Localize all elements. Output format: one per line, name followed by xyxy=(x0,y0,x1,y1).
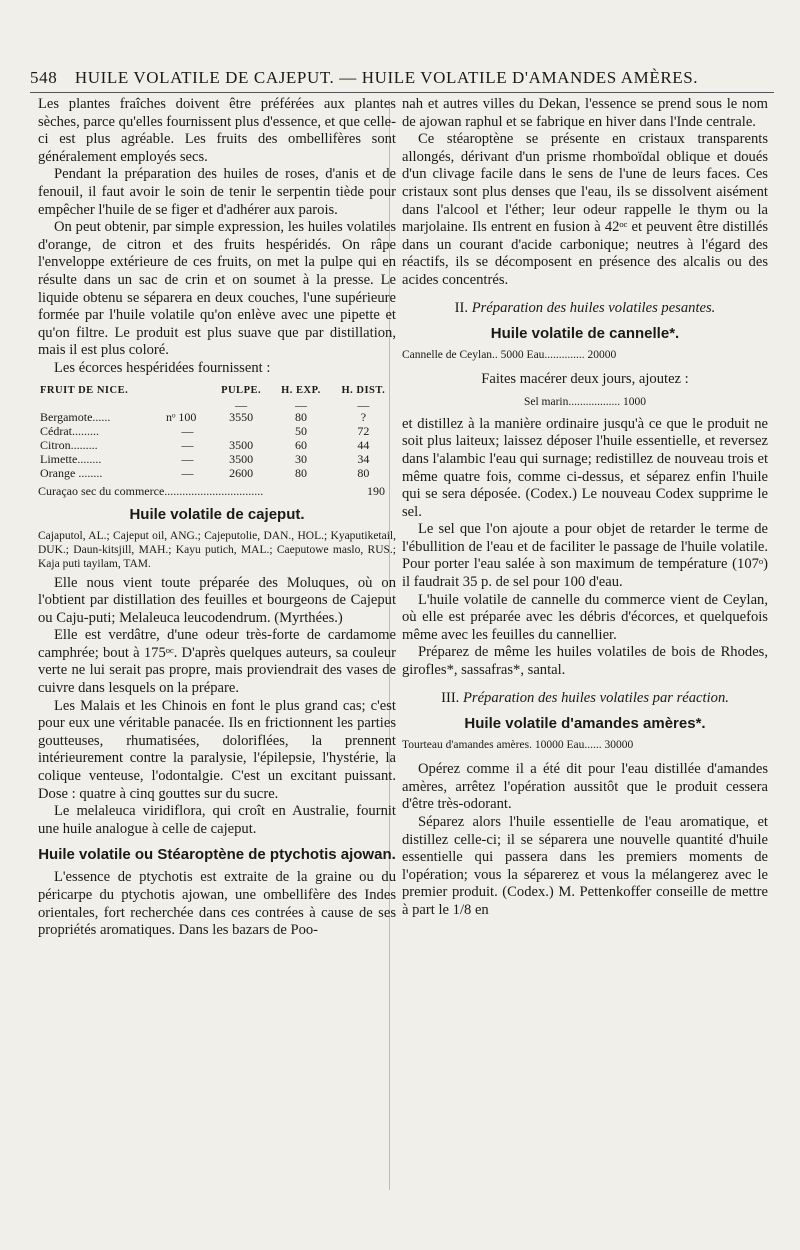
col-header-dist: H. DIST. xyxy=(341,384,386,396)
col-header-exp: H. EXP. xyxy=(281,384,321,396)
table-row: Bergamote...... nᵒ 100 3550 80 ? xyxy=(40,409,367,424)
paragraph: Opérez comme il a été dit pour l'eau distillée d'amandes amères, arrêtez l'opération aussitôt que le produit cessera d'être très-odorant. xyxy=(402,761,768,813)
recipe-cannelle: Cannelle de Ceylan.. 5000 Eau.............. 20000 xyxy=(402,349,617,362)
paragraph: Les écorces hespéridées fournissent : xyxy=(54,359,271,376)
table-row: Cédrat......... — 50 72 xyxy=(40,423,370,438)
page-number: 548 xyxy=(30,68,58,87)
right-column xyxy=(402,96,768,920)
table-header-row xyxy=(38,384,396,401)
paragraph: Elle est verdâtre, d'une odeur très-forte de cardamome camphrée; bout à 175ᵒᶜ. D'après quelques auteurs, sa couleur verte ne lui serait pas propre, mais proviendrait des vases de cuivre dans lesquels on la prépare. xyxy=(38,627,396,697)
running-title: HUILE VOLATILE DE CAJEPUT. — HUILE VOLATILE D'AMANDES AMÈRES. xyxy=(74,68,699,87)
heading-cajeput: Huile volatile de cajeput. xyxy=(129,505,305,523)
paragraph: Les plantes fraîches doivent être préférées aux plantes sèches, parce qu'elles fournissent plus d'essence, et que celle-ci est plus agréable. Les fruits des ombellifères sont généralement employés secs. xyxy=(38,96,396,165)
curacao-row: Curaçao sec du commerce................................. 190 xyxy=(38,483,385,498)
table-row: Citron......... — 3500 60 44 xyxy=(40,437,370,452)
paragraph: L'huile volatile de cannelle du commerce vient de Ceylan, où elle est préparée avec les débris d'écorces, et quelquefois même avec les feuilles du cannellier. xyxy=(402,591,768,643)
paragraph: Le melaleuca viridiflora, qui croît en Australie, fournit une huile analogue à celle de cajeput. xyxy=(38,803,396,837)
heading-ajowan: Huile volatile ou Stéaroptène de ptychotis ajowan. xyxy=(38,846,396,864)
paragraph: Les Malais et les Chinois en font le plus grand cas; c'est pour eux une véritable panacée. Ils en frictionnent les parties goutteuses, rhumatisées, doloriflées, la prennent intérieurement contre la paralysie, l'épilepsie, l'hystérie, la colique venteuse, l'odontalgie. C'est un excitant puissant. Dose : quatre à cinq gouttes sur du sucre. xyxy=(38,697,396,802)
synonyms-cajeput: Cajaputol, AL.; Cajeput oil, ANG.; Cajeputolie, DAN., HOL.; Kyaputiketail, DUK.; Daun-kitsjill, MAH.; Kayu putich, MAL.; Caeputowe maslo, RUS.; Kaja puti tayilam, TAM. xyxy=(38,529,396,570)
paragraph: Préparez de même les huiles volatiles de bois de Rhodes, girofles*, sassafras*, santal. xyxy=(402,644,768,679)
paragraph: Ce stéaroptène se présente en cristaux transparents allongés, dérivant d'un prisme rhomboïdal oblique et doués d'un clivage facile dans le sens de l'une de leurs faces. Ces cristaux sont plus denses que l'eau, ils se dissolvent aisément dans l'alcool et l'éther; leur odeur rappelle le thym ou la marjolaine. Ils entrent en fusion à 42ᵒᶜ et peuvent être distillés dans un courant d'acide carbonique; neutres à l'égard des réactifs, ils se décomposent en présence des alcalis ou des acides concentrés. xyxy=(402,131,768,288)
paragraph: L'essence de ptychotis est extraite de la graine ou du péricarpe du ptychotis ajowan, une ombellifère des Indes orientales, fort recherchée dans ces contrées à cause de ses propriétés aromatiques. Dans les bazars de Poo- xyxy=(38,869,396,939)
left-column xyxy=(38,96,396,940)
heading-cannelle: Huile volatile de cannelle*. xyxy=(490,325,680,343)
table-row: Limette........ — 3500 30 34 xyxy=(40,451,370,466)
col-header-pulpe: PULPE. xyxy=(221,384,262,396)
citrus-yield-table xyxy=(38,384,396,480)
paragraph: Pendant la préparation des huiles de roses, d'anis et de fenouil, il faut avoir le soin de tenir le serpentin tiède pour empêcher l'huile de se figer et d'adhérer aux parois. xyxy=(38,166,396,218)
section-heading-3: III. Préparation des huiles volatiles par réaction. xyxy=(441,689,729,706)
col-header-fruit: FRUIT DE NICE. xyxy=(40,384,129,396)
table-row: Orange ........ — 2600 80 80 xyxy=(40,465,370,480)
section-heading-2: II. Préparation des huiles volatiles pesantes. xyxy=(454,299,716,316)
recipe-amandes: Tourteau d'amandes amères. 10000 Eau...... 30000 xyxy=(402,739,634,752)
paragraph: On peut obtenir, par simple expression, les huiles volatiles d'orange, de citron et des fruits hespéridés. On râpe l'enveloppe extérieure de ces fruits, on met la pulpe qui en résulte dans un sac de crin et on soumet à la presse. Le liquide obtenu se séparera en deux couches, l'une supérieure formée par l'huile volatile qu'on enlève avec une pipette et qu'on filtre. Le produit est plus suave que par distillation, mais il est plus coloré. xyxy=(38,219,396,359)
recipe-sel: Sel marin.................. 1000 xyxy=(523,395,647,408)
paragraph: Elle nous vient toute préparée des Moluques, où on l'obtient par distillation des feuilles et bourgeons de Cajeput ou Caju-puti; Melaleuca leucodendrum. (Myrthées.) xyxy=(38,574,396,626)
paragraph: Faites macérer deux jours, ajoutez : xyxy=(481,371,689,388)
heading-amandes: Huile volatile d'amandes amères*. xyxy=(464,715,706,733)
running-header xyxy=(30,68,774,93)
paragraph: Le sel que l'on ajoute a pour objet de retarder le terme de l'ébullition de l'eau et de faciliter le passage de l'huile volatile. Pour porter l'eau salée à son maximum de température (107ᵒ) il faudrait 35 p. de sel pour 100 d'eau. xyxy=(402,521,768,591)
paragraph: et distillez à la manière ordinaire jusqu'à ce que le produit ne soit plus laiteux; laissez déposer l'huile essentielle, et reversez dans l'alambic l'eau qui surnage; redistillez de nouveau trois et même quatre fois, comme ci-dessus, et séparez enfin l'huile qui se sera déposée. (Codex.) Le nouveau Codex supprime le sel. xyxy=(402,415,768,520)
table-dash-row: — — — xyxy=(235,397,370,412)
paragraph: nah et autres villes du Dekan, l'essence se prend sous le nom de ajowan raphul et se fabrique en hiver dans l'Inde centrale. xyxy=(402,96,768,130)
paragraph: Séparez alors l'huile essentielle de l'eau aromatique, et distillez celle-ci; il se séparera une nouvelle quantité d'huile essentielle qui passera dans les premiers moments de l'opération; vous la séparerez et vous la mélangerez avec le premier produit. (Codex.) M. Pettenkoffer conseille de mettre à part le 1/8 en xyxy=(402,814,768,918)
